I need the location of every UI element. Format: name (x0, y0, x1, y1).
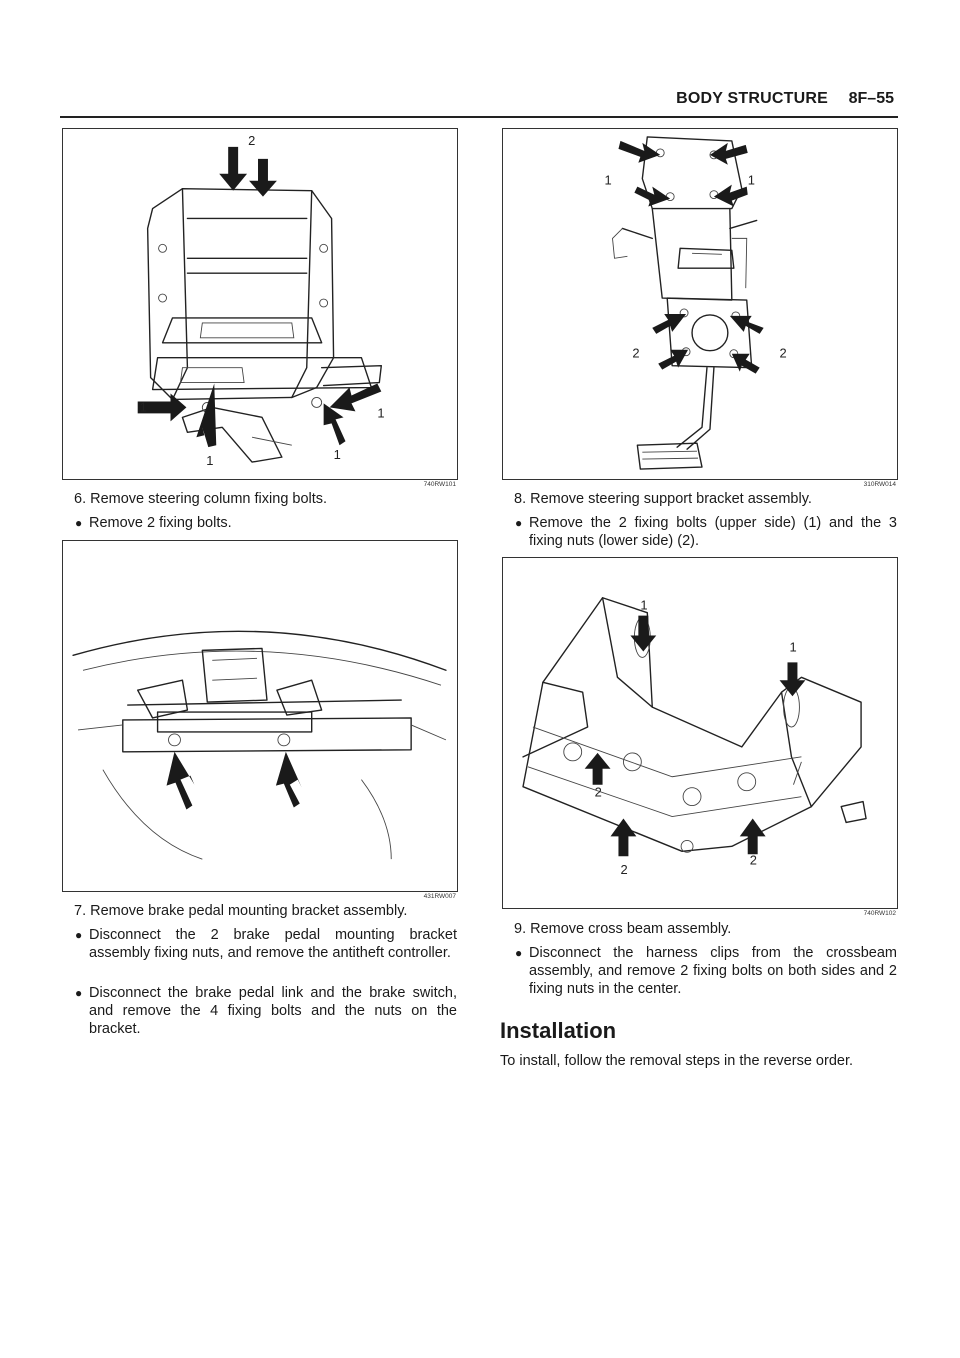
steering-column-illustration (63, 129, 457, 479)
step-7-text: 7. Remove brake pedal mounting bracket assembly. (74, 903, 408, 919)
figure-code: 740RW101 (423, 481, 456, 488)
figure-label: 2 (248, 132, 256, 148)
figure-label: 1 (206, 453, 214, 469)
step-9-bullet: ● Disconnect the harness clips from the crossbeam assembly, and remove 2 fixing bolts on both sides and 2 fixing nuts in the center. (515, 945, 897, 997)
step-6-text: 6. Remove steering column fixing bolts. (74, 491, 328, 507)
figure-label: 2 (749, 852, 757, 868)
section-title: BODY STRUCTURE (676, 90, 828, 107)
step-7-bullet-2: ● Disconnect the brake pedal link and the brake switch, and remove the 4 fixing bolts and the nuts on the bracket. (75, 985, 457, 1037)
step-7-bullet-1: ● Disconnect the 2 brake pedal mounting bracket assembly fixing nuts, and remove the antitheft controller. (75, 927, 457, 961)
figure-label: 2 (632, 345, 640, 361)
page-number: 8F–55 (848, 90, 894, 107)
figure-label: 2 (594, 784, 602, 800)
figure-brake-pedal-bracket (502, 128, 898, 480)
page-header (60, 86, 898, 118)
figure-steering-column (62, 128, 458, 480)
step-9-text: 9. Remove cross beam assembly. (514, 921, 732, 937)
bullet-icon: ● (515, 516, 523, 530)
step-8-bullet: ● Remove the 2 fixing bolts (upper side) (1) and the 3 fixing nuts (lower side) (2). (515, 515, 897, 549)
figure-label: 2 (620, 862, 628, 878)
figure-label: 1 (333, 447, 341, 463)
figure-support-bracket (502, 557, 898, 909)
figure-code: 431RW007 (423, 893, 456, 900)
bullet-icon: ● (75, 986, 83, 1000)
bullet-icon: ● (515, 946, 523, 960)
figure-label: 1 (789, 639, 797, 655)
figure-label: 1 (604, 172, 612, 188)
figure-label: 1 (377, 405, 385, 421)
figure-code: 310RW014 (863, 481, 896, 488)
bullet-icon: ● (75, 516, 83, 530)
column-bolts-illustration (63, 541, 457, 891)
support-bracket-illustration (503, 558, 897, 908)
figure-label: 2 (779, 345, 787, 361)
step-8-text: 8. Remove steering support bracket assembly. (514, 491, 812, 507)
bullet-icon: ● (75, 928, 83, 942)
figure-code: 740RW102 (863, 910, 896, 917)
figure-column-bolts (62, 540, 458, 892)
installation-text: To install, follow the removal steps in the reverse order. (500, 1053, 853, 1069)
figure-label: 1 (139, 399, 147, 415)
installation-heading: Installation (500, 1018, 617, 1043)
figure-label: 1 (747, 172, 755, 188)
step-6-bullet: ● Remove 2 fixing bolts. (75, 515, 232, 531)
figure-label: 1 (640, 597, 648, 613)
brake-pedal-illustration (503, 129, 897, 479)
